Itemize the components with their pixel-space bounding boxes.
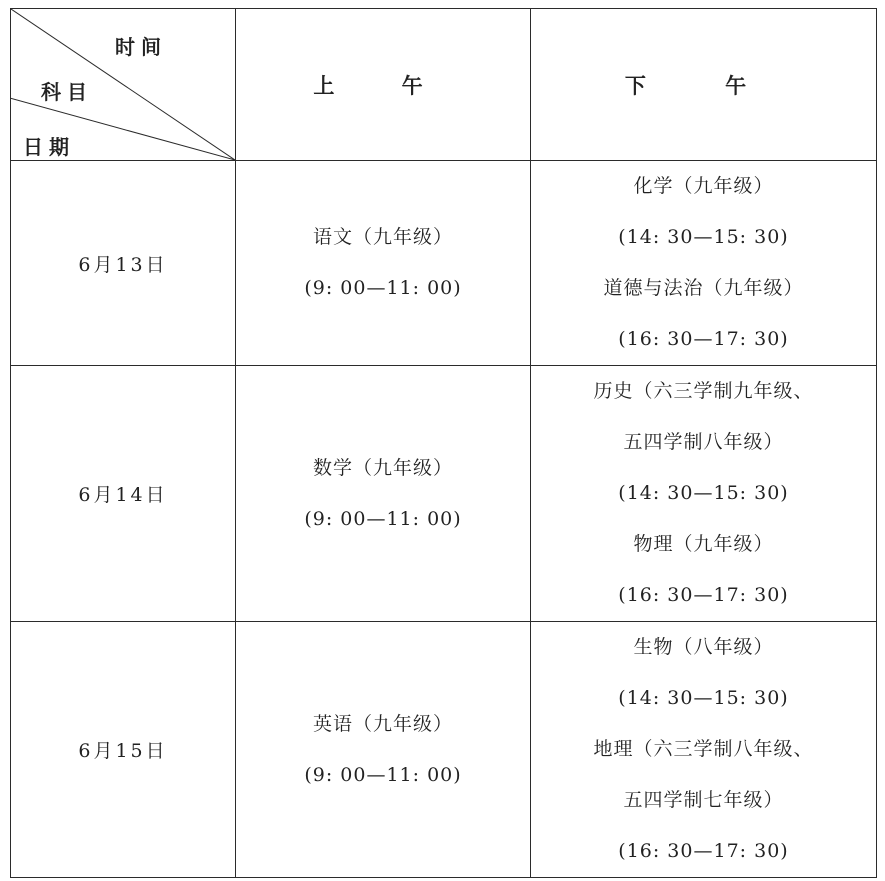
afternoon-cell xyxy=(531,622,877,878)
morning-time: (9: 00—11: 00) xyxy=(304,763,462,786)
date-cell xyxy=(11,366,236,622)
exam-schedule-table xyxy=(10,8,877,878)
morning-time: (9: 00—11: 00) xyxy=(304,507,462,530)
morning-subject: 语文（九年级） xyxy=(312,226,453,248)
header-time-label: 时间 xyxy=(115,35,167,59)
afternoon-time-2: (16: 30—17: 30) xyxy=(618,840,789,862)
afternoon-time-2: (16: 30—17: 30) xyxy=(618,584,789,606)
morning-cell xyxy=(236,622,531,878)
morning-cell xyxy=(236,161,531,366)
afternoon-time-1: (14: 30—15: 30) xyxy=(618,482,789,504)
afternoon-cell xyxy=(531,161,877,366)
header-morning-label: 上 午 xyxy=(313,73,453,98)
afternoon-subject-2: 道德与法治（九年级） xyxy=(603,277,804,299)
afternoon-subject-1: 化学（九年级） xyxy=(633,175,774,197)
afternoon-cell xyxy=(531,366,877,622)
afternoon-subject-2-line-2: 五四学制七年级） xyxy=(623,789,784,811)
date-cell xyxy=(11,161,236,366)
exam-schedule-table-wrapper xyxy=(10,8,876,872)
afternoon-subject-2-line-1: 地理（六三学制八年级、 xyxy=(593,738,814,760)
header-row xyxy=(11,9,877,161)
afternoon-subject-1: 生物（八年级） xyxy=(633,636,774,658)
header-subject-label: 科目 xyxy=(41,80,93,104)
schedule-row-june-13 xyxy=(11,161,877,366)
date-cell xyxy=(11,622,236,878)
date-label: 6月14日 xyxy=(78,484,168,506)
afternoon-subject-1-line-2: 五四学制八年级） xyxy=(623,431,784,453)
header-afternoon-cell xyxy=(531,9,877,161)
header-afternoon-label: 下 午 xyxy=(624,73,783,98)
afternoon-subject-2: 物理（九年级） xyxy=(633,533,774,555)
afternoon-time-1: (14: 30—15: 30) xyxy=(618,226,789,248)
date-label: 6月15日 xyxy=(78,740,168,762)
morning-time: (9: 00—11: 00) xyxy=(304,277,462,299)
afternoon-subject-1-line-1: 历史（六三学制九年级、 xyxy=(593,380,814,402)
morning-cell xyxy=(236,366,531,622)
afternoon-time-2: (16: 30—17: 30) xyxy=(618,328,789,350)
diagonal-header-cell xyxy=(11,9,236,161)
header-date-label: 日期 xyxy=(23,135,75,159)
schedule-row-june-14 xyxy=(11,366,877,622)
date-label: 6月13日 xyxy=(78,253,168,276)
afternoon-time-1: (14: 30—15: 30) xyxy=(618,687,789,709)
morning-subject: 英语（九年级） xyxy=(312,712,453,735)
morning-subject: 数学（九年级） xyxy=(312,456,453,479)
header-morning-cell xyxy=(236,9,531,161)
schedule-row-june-15 xyxy=(11,622,877,878)
